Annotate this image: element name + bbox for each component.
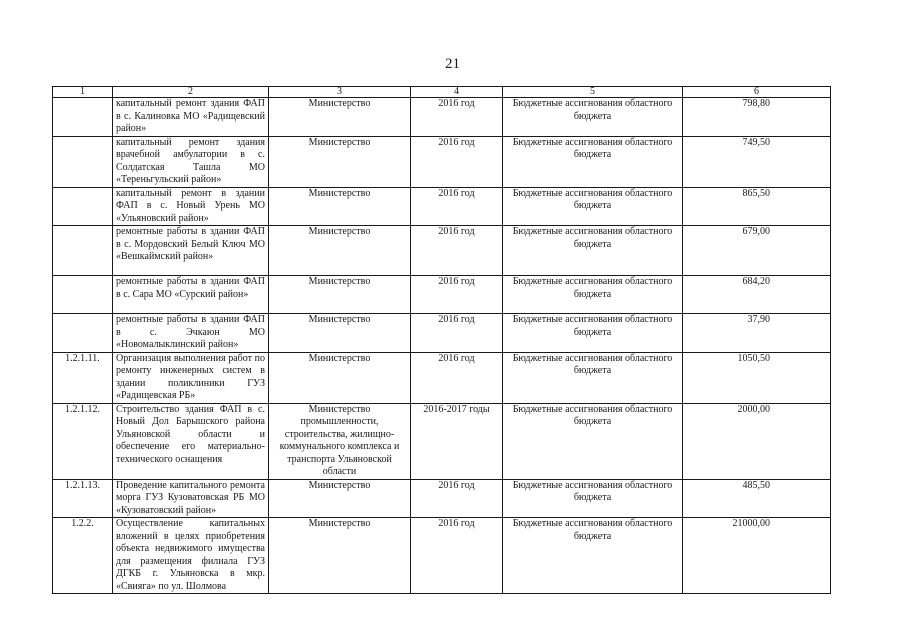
item-funding-source: Бюджетные ассигнования областного бюджета — [503, 187, 683, 226]
item-executor: Министерство — [269, 276, 411, 314]
item-description: ремонтные работы в здании ФАП в с. Сара МО «Сурский район» — [113, 276, 269, 314]
item-number — [53, 136, 113, 187]
table-row — [53, 352, 831, 403]
item-description: ремонтные работы в здании ФАП в с. Мордовский Белый Ключ МО «Вешкаймский район» — [113, 226, 269, 276]
item-amount: 2000,00 — [683, 403, 831, 479]
budget-table — [52, 86, 831, 594]
item-number — [53, 276, 113, 314]
item-amount: 798,80 — [683, 98, 831, 137]
column-number: 6 — [683, 87, 831, 98]
table-row — [53, 479, 831, 518]
item-executor: Министерство — [269, 518, 411, 594]
item-executor: Министерство — [269, 352, 411, 403]
item-period: 2016 год — [411, 314, 503, 353]
table-row — [53, 518, 831, 594]
table-row — [53, 276, 831, 314]
item-period: 2016 год — [411, 352, 503, 403]
item-amount: 749,50 — [683, 136, 831, 187]
item-executor: Министерство — [269, 136, 411, 187]
item-amount: 21000,00 — [683, 518, 831, 594]
item-number — [53, 226, 113, 276]
table-row — [53, 403, 831, 479]
item-period: 2016 год — [411, 518, 503, 594]
item-executor: Министерство — [269, 314, 411, 353]
item-amount: 37,90 — [683, 314, 831, 353]
item-description: Проведение капитального ремонта морга ГУЗ Кузоватовская РБ МО «Кузоватовский район» — [113, 479, 269, 518]
item-funding-source: Бюджетные ассигнования областного бюджета — [503, 518, 683, 594]
item-amount: 485,50 — [683, 479, 831, 518]
item-executor: Министерство — [269, 98, 411, 137]
item-funding-source: Бюджетные ассигнования областного бюджета — [503, 136, 683, 187]
item-period: 2016 год — [411, 479, 503, 518]
column-number: 1 — [53, 87, 113, 98]
column-number-row — [53, 87, 831, 98]
item-description: Осуществление капитальных вложений в целях приобретения объекта недвижимого имущества для размещения филиала ГУЗ ДГКБ г. Ульяновска в мкр. «Свияга» по ул. Шолмова — [113, 518, 269, 594]
item-period: 2016 год — [411, 276, 503, 314]
item-amount: 865,50 — [683, 187, 831, 226]
table-row — [53, 226, 831, 276]
item-funding-source: Бюджетные ассигнования областного бюджета — [503, 479, 683, 518]
item-number: 1.2.2. — [53, 518, 113, 594]
item-number — [53, 98, 113, 137]
column-number: 2 — [113, 87, 269, 98]
item-number — [53, 314, 113, 353]
item-description: ремонтные работы в здании ФАП в с. Эчкаюн МО «Новомалыклинский район» — [113, 314, 269, 353]
item-period: 2016 год — [411, 136, 503, 187]
item-description: Организация выполнения работ по ремонту инженерных систем в здании поликлиники ГУЗ «Радищевская РБ» — [113, 352, 269, 403]
item-number: 1.2.1.12. — [53, 403, 113, 479]
item-funding-source: Бюджетные ассигнования областного бюджета — [503, 276, 683, 314]
item-number — [53, 187, 113, 226]
item-number: 1.2.1.11. — [53, 352, 113, 403]
item-executor: Министерство промышленности, строительства, жилищно-коммунального комплекса и транспорта Ульяновской области — [269, 403, 411, 479]
item-description: капитальный ремонт здания ФАП в с. Калиновка МО «Радищевский район» — [113, 98, 269, 137]
item-executor: Министерство — [269, 187, 411, 226]
item-funding-source: Бюджетные ассигнования областного бюджета — [503, 226, 683, 276]
item-executor: Министерство — [269, 479, 411, 518]
table-row — [53, 136, 831, 187]
item-period: 2016 год — [411, 187, 503, 226]
column-number: 4 — [411, 87, 503, 98]
item-funding-source: Бюджетные ассигнования областного бюджета — [503, 98, 683, 137]
item-amount: 1050,50 — [683, 352, 831, 403]
column-number: 5 — [503, 87, 683, 98]
item-description: Строительство здания ФАП в с. Новый Дол Барышского района Ульяновской области и обеспечение его материально-технического оснащения — [113, 403, 269, 479]
item-funding-source: Бюджетные ассигнования областного бюджета — [503, 403, 683, 479]
table-row — [53, 314, 831, 353]
item-number: 1.2.1.13. — [53, 479, 113, 518]
item-description: капитальный ремонт здания врачебной амбулатории в с. Солдатская Ташла МО «Тереньгульский район» — [113, 136, 269, 187]
item-period: 2016 год — [411, 98, 503, 137]
item-funding-source: Бюджетные ассигнования областного бюджета — [503, 352, 683, 403]
item-period: 2016-2017 годы — [411, 403, 503, 479]
column-number: 3 — [269, 87, 411, 98]
item-period: 2016 год — [411, 226, 503, 276]
table-row — [53, 187, 831, 226]
page-number: 21 — [445, 56, 460, 72]
item-description: капитальный ремонт в здании ФАП в с. Новый Урень МО «Ульяновский район» — [113, 187, 269, 226]
item-funding-source: Бюджетные ассигнования областного бюджета — [503, 314, 683, 353]
table-row — [53, 98, 831, 137]
item-amount: 679,00 — [683, 226, 831, 276]
item-amount: 684,20 — [683, 276, 831, 314]
item-executor: Министерство — [269, 226, 411, 276]
